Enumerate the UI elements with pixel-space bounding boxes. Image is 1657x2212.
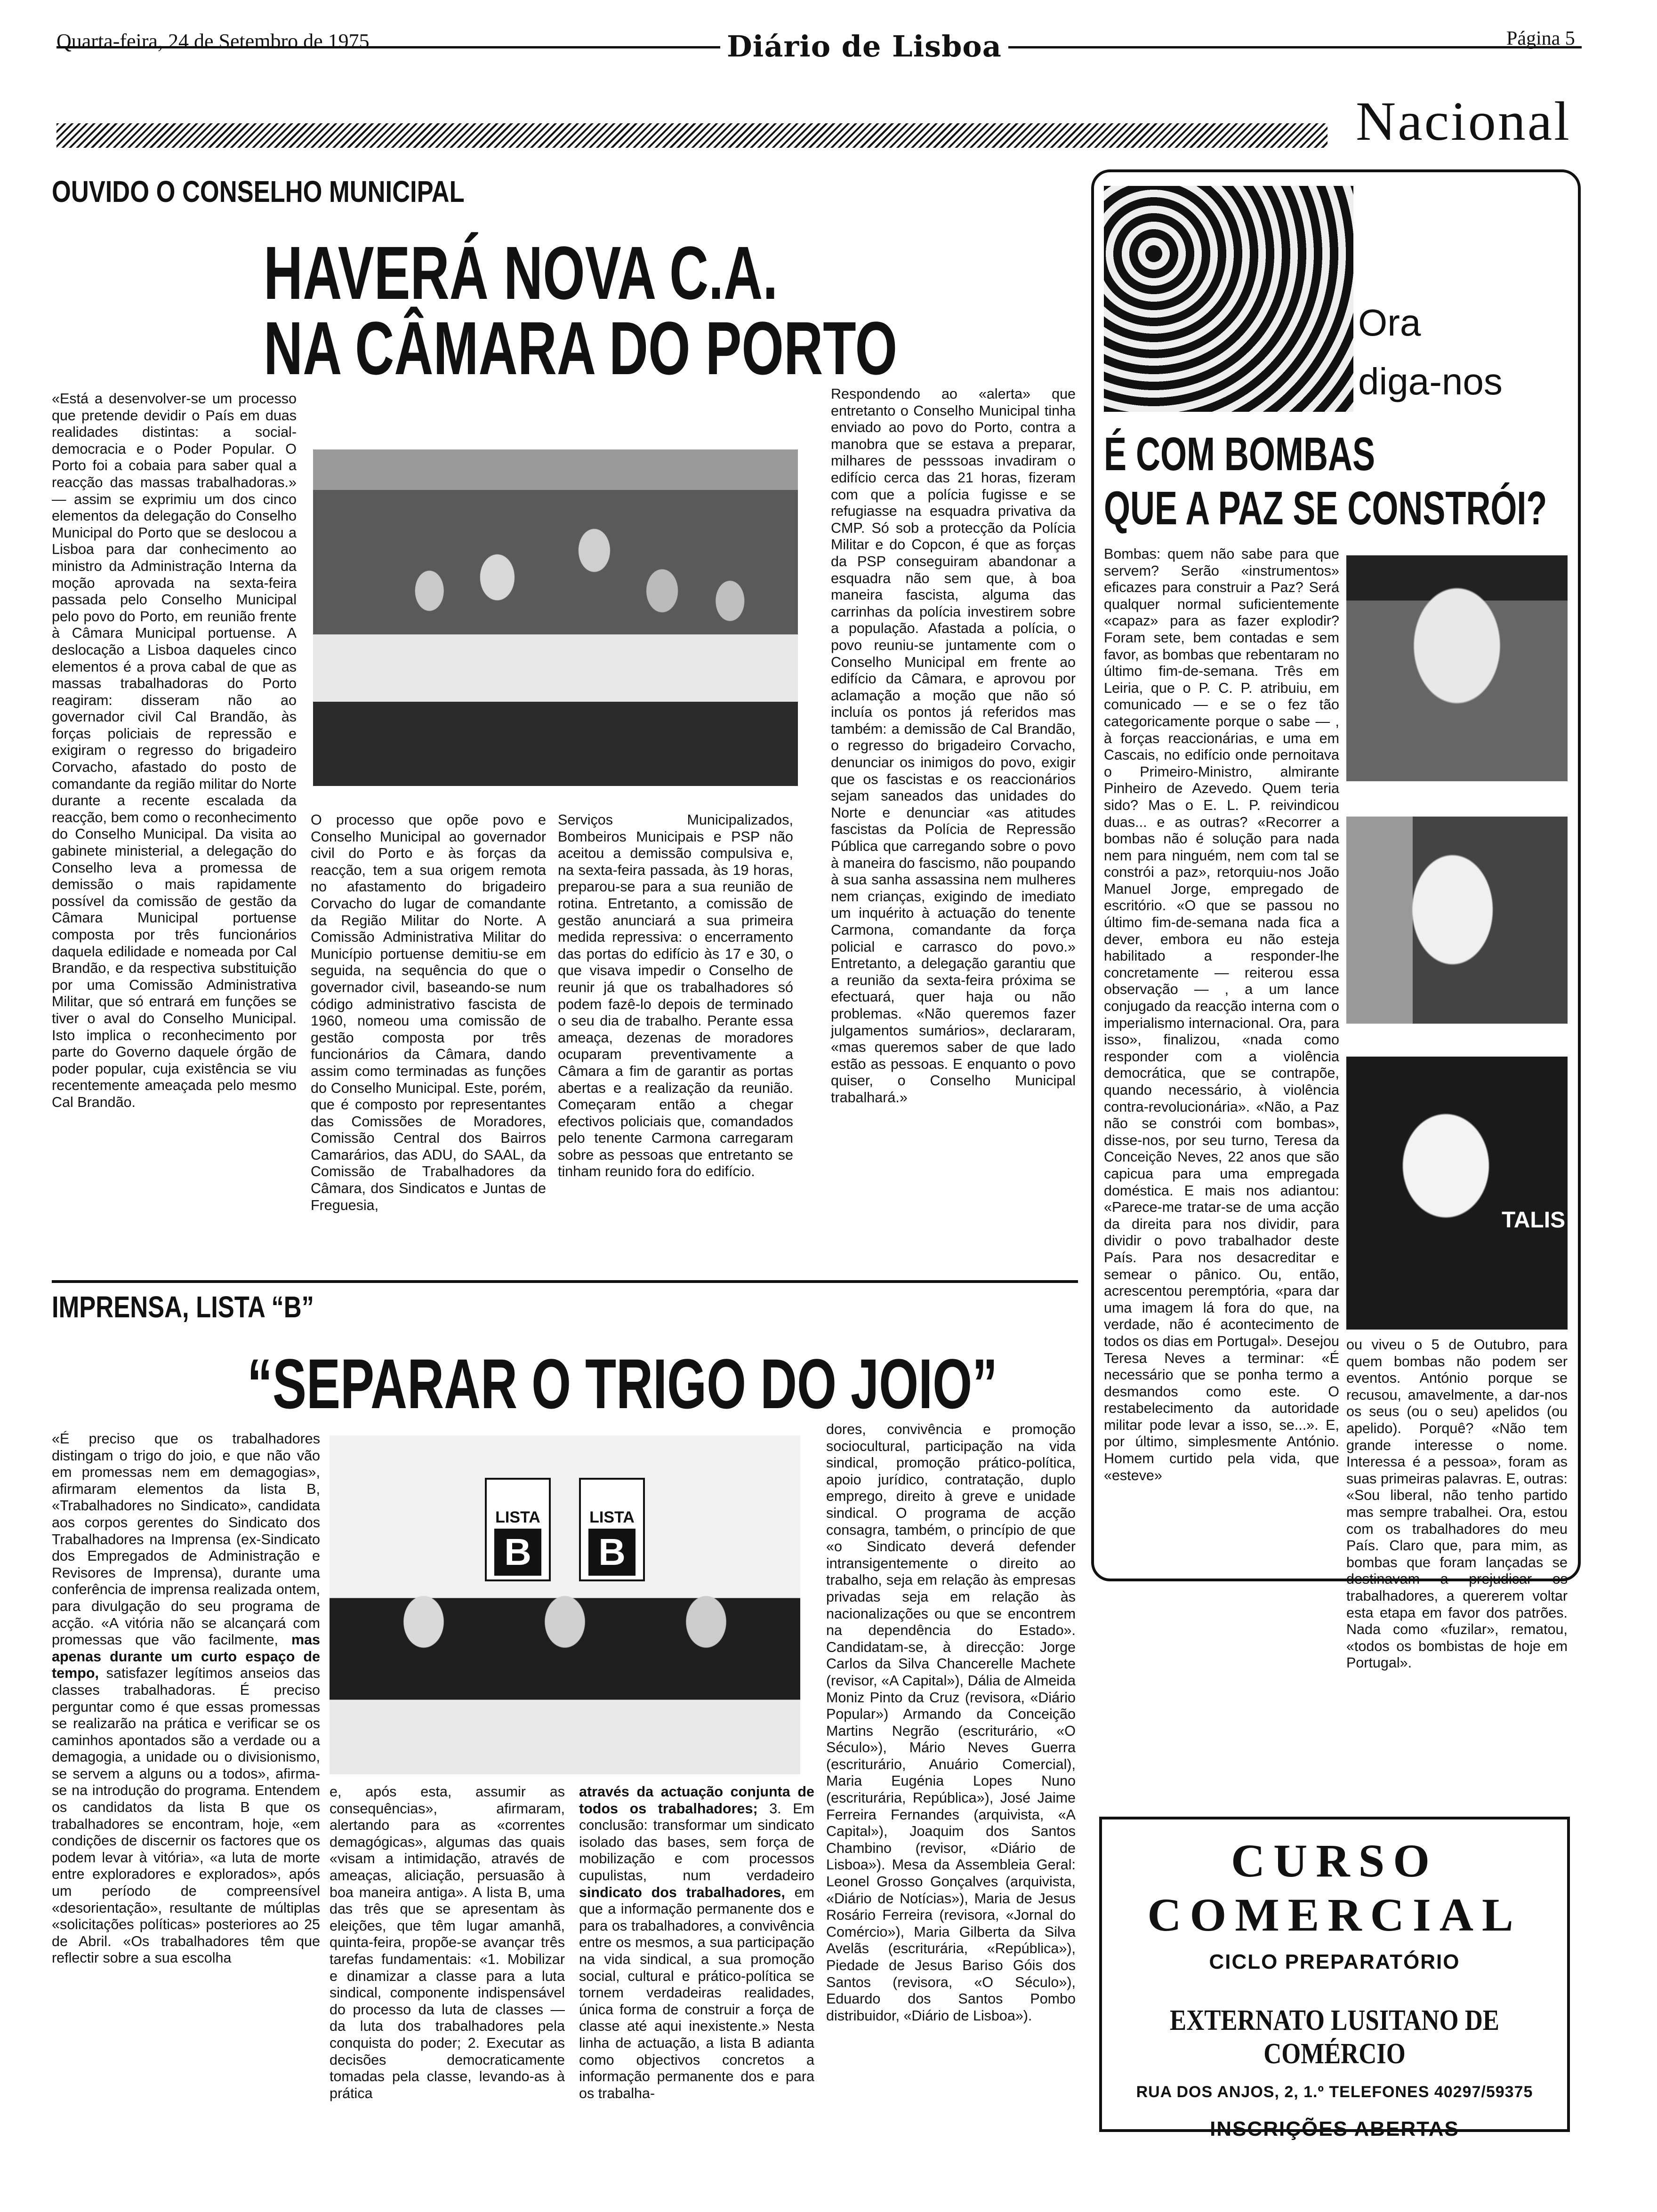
sidebar-crowd-photo	[1104, 186, 1353, 412]
ad-line-curso: CURSO	[1231, 1835, 1439, 1887]
sidebar-portrait-antonio	[1346, 1057, 1568, 1330]
article2-press-conference-photo	[330, 1435, 800, 1774]
article2-col3-bold-1: através da actuação conjunta de todos os trabalhadores;	[579, 1784, 814, 1817]
article2-col3-bold-2: sindicato dos trabalhadores,	[579, 1884, 785, 1900]
photo-sign-text: TALIS	[1502, 1208, 1566, 1233]
sidebar-portrait-joao	[1346, 555, 1568, 781]
lista-sign-letter: B	[588, 1529, 635, 1576]
sidebar-portrait-teresa	[1346, 817, 1568, 1024]
lista-b-sign-left	[485, 1478, 551, 1581]
article2-col3-text-b: em que a informação permanente dos e para os trabalhadores, a convivência entre os mesmos, a sua participação na vida sindical, a sua promoção social, cultural e prático-política se tornem verdadeiras realidades, única forma de construir a força de classe até aqui inexistente.» Nesta linha de actuação, a lista B adianta como objectivos concretos a informação permanente dos e para os trabalha-	[579, 1884, 814, 2101]
lista-b-sign-right	[579, 1478, 645, 1581]
article1-column-4: Respondendo ao «alerta» que entretanto o Conselho Municipal tinha enviado ao povo do Porto, contra a manobra que se estava a preparar, milhares de pesssoas invadiram o edifício cerca das 21 horas, fizeram com que a polícia fugisse e se refugiasse na esquadra privativa da CMP. Só sob a protecção da Polícia Militar e do Copcon, é que as forças da PSP conseguiram abandonar a esquadra não sem que, à boa maneira fascista, alguma das carrinhas da polícia investirem sobre a população. Afastada a polícia, o povo reuniu-se juntamente com o Conselho Municipal em frente ao edifício da Câmara, e aprovou por aclamação a moção que não só incluía os pontos já referidos mas também: a demissão de Cal Brandão, o regresso do brigadeiro Corvacho, denunciar os inimigos do povo, exigir que os fascistas e os reaccionários sejam saneados das unidades do Norte e denunciar «as atitudes fascistas da Polícia de Repressão Pública que carregando sobre o povo à maneira do fascismo, não poupando à sua sanha assassina nem mulheres nem crianças, exigindo de imediato um inquérito à actuação do tenente Carmona, comandante da força policial e carrasco do povo.» Entretanto, a delegação garantiu que a reunião da sexta-feira próxima se efectuará, quer haja ou não problemas. «Não queremos fazer julgamentos sumários», declararam, «mas queremos saber de que lado estão as pessoas. E enquanto o povo quiser, o Conselho Municipal trabalhará.»	[831, 386, 1076, 1106]
lista-sign-label: LISTA	[589, 1508, 635, 1526]
article2-kicker: IMPRENSA, LISTA “B”	[52, 1290, 314, 1324]
ad-line-comercial: COMERCIAL	[1147, 1889, 1522, 1941]
issue-date: Quarta-feira, 24 de Setembro de 1975	[56, 30, 370, 53]
article1-headline-line2: NA CÂMARA DO PORTO	[264, 306, 898, 390]
article2-column-1	[52, 1431, 320, 2193]
article1-headline-line1: HAVERÁ NOVA C.A.	[264, 231, 778, 315]
ad-line-externato: EXTERNATO LUSITANO DE COMÉRCIO	[1170, 2004, 1499, 2070]
article1-kicker: OUVIDO O CONSELHO MUNICIPAL	[52, 175, 465, 208]
page-number: Página 5	[1506, 28, 1575, 49]
sidebar-column-2: ou viveu o 5 de Outubro, para quem bombas não podem ser eventos. António porque se recusou, amavelmente, a dar-nos os seus (ou o seu) apelidos (ou apelido). Porquê? «Não tem grande interesse o nome. Interessa é a pessoa», foram as suas primeiras palavras. E, outras: «Sou liberal, não tenho partido mas sempre trabalhei. Ora, estou com os trabalhadores do meu País. Claro que, para mim, as bombas que foram lançadas se destinavam a prejudicar os trabalhadores, a quererem voltar esta etapa em favor dos patrões. Nada como «fuzilar», rematou, «todos os bombistas de hoje em Portugal».	[1346, 1337, 1568, 1671]
sidebar-headline-line2: QUE A PAZ SE CONSTRÓI?	[1104, 482, 1547, 535]
article2-column-3	[579, 1784, 814, 2193]
article1-column-2: O processo que opõe povo e Conselho Municipal ao governador civil do Porto e às forças da reacção, tem a sua origem remota no afastamento do brigadeiro Corvacho do lugar de comandante da Região Militar do Norte. A Comissão Administrativa Militar do Município portuense demitiu-se em seguida, na sequência do que o governador civil, baseando-se num código administrativo fascista de 1960, nomeou uma comissão de gestão composta por três funcionários da Câmara, dando assim como terminadas as funções do Conselho Municipal. Este, porém, que é composto por representantes das Comissões de Moradores, Comissão Central dos Bairros Camarários, das ADU, do SAAL, da Comissão de Trabalhadores da Câmara, dos Sindicatos e Juntas de Freguesia,	[311, 812, 546, 1213]
article2-column-2: e, após esta, assumir as consequências», afirmaram, alertando para as «correntes demagógicas», algumas das quais «visam a intimidação, através de ameaças, aliciação, persuasão à boa maneira antiga». A lista B, uma das três que se apresentam às eleições, que têm lugar amanhã, quinta-feira, propõe-se avançar três tarefas fundamentais: «1. Mobilizar e dinamizar a classe para a luta sindical, componente indispensável do processo da luta de classes — da luta dos trabalhadores pela conquista do poder; 2. Executar as decisões democraticamente tomadas pela classe, levando-as à prática	[330, 1784, 565, 2101]
article2-column-4: dores, convivência e promoção sociocultural, participação na vida sindical, promoção prático-política, apoio jurídico, contratação, duplo emprego, direito à greve e unidade sindical. O programa de acção consagra, também, o princípio de que «o Sindicato deverá defender intransigentemente o direito ao trabalho, seja em relação às empresas privadas seja em relação às nacionalizações ou que se encontrem na dependência do Estado». Candidatam-se, à direcção: Jorge Carlos da Silva Chancerelle Machete (revisor, «A Capital»), Dália de Almeida Moniz Pinto da Cruz (revisora, «Diário Popular») Armando da Conceição Martins Negrão (escriturário, «O Século»), Mário Neves Guerra (escriturário, Anuário Comercial), Maria Eugénia Lopes Nuno (escriturária, República»), José Jaime Ferreira Fernandes (arquivista, «A Capital»), Joaquim dos Santos Chambino (revisor, «Diário de Lisboa»). Mesa da Assembleia Geral: Leonel Grosso Gonçalves (arquivista, «Diário de Notícias»), Maria de Jesus Rosário Ferreira (revisora, «Jornal do Comércio»), Maria Gilberta da Silva Avelãs (escriturária, «República»), Piedade de Jesus Bariso Góis dos Santos (revisora, «O Século»), Eduardo dos Santos Pombo distribuidor, «Diário de Lisboa»).	[826, 1421, 1076, 2024]
article2-col3-text-a: 3. Em conclusão: transformar um sindicato isolado das bases, sem força de mobilização e com processos cupulistas, num verdadeiro	[579, 1800, 814, 1883]
article2-col1-text-a: «É preciso que os trabalhadores distingam o trigo do joio, e que não vão em promessas nem em demagogias», afirmaram elementos da lista B, «Trabalhadores no Sindicato», candidata aos corpos gerentes do Sindicato dos Trabalhadores na Imprensa (ex-Sindicato dos Empregados de Administração e Revisores de Imprensa), durante uma conferência de imprensa realizada ontem, para divulgação do seu programa de acção. «A vitória não se alcançará com promessas que vão facilmente,	[52, 1431, 320, 1648]
article2-col1-bold: mas apenas durante um curto espaço de tempo,	[52, 1632, 320, 1682]
article1-meeting-photo	[313, 449, 798, 786]
ad-line-ciclo: CICLO PREPARATÓRIO	[1209, 1950, 1460, 1973]
section-title: Nacional	[1356, 90, 1571, 152]
advertisement-box	[1099, 1817, 1570, 2140]
section-hatch-band	[56, 123, 1327, 148]
sidebar-headline-line1: É COM BOMBAS	[1104, 428, 1375, 481]
sidebar-column-1: Bombas: quem não sabe para que servem? Serão «instrumentos» eficazes para construir a Paz? Será qualquer normal suficientemente «capaz» para as fazer explodir? Foram sete, bem contadas e sem favor, as bombas que rebentaram no último fim-de-semana. Três em Leiria, que o P. C. P. atribuiu, em comunicado — e se o fez tão categoricamente porque o sabe — , à forças reaccionárias, e uma em Cascais, no edifício onde pernoitava o Primeiro-Ministro, almirante Pinheiro de Azevedo. Quem teria sido? Mas o E. L. P. reivindicou duas... e as outras? «Recorrer a bombas não é solução para nada nem para ninguém, nem com tal se constrói a paz», retorquiu-nos João Manuel Jorge, empregado de escritório. «O que se passou no último fim-de-semana nada fica a dever, embora eu não esteja habilitado a responder-lhe concretamente — reiterou essa observação — , a um lance conjugado da reacção interna com o imperialismo internacional. Ora, para isso», finalizou, «nada como responder com a violência democrática, que se contrapõe, quando necessário, à violência contra-revolucionária». «Não, a Paz não se constrói com bombas», disse-nos, por seu turno, Teresa da Conceição Neves, 22 anos que são capicua para uma empregada doméstica. E mais nos adiantou: «Parece-me tratar-se de uma acção da direita para nos dividir, para dividir o povo trabalhador deste País. Para nos desacreditar e semear o pânico. Ou, então, acrescentou peremptória, «para dar uma imagem lá fora do que, na verdade, não é acontecimento de todos os dias em Portugal». Desejou Teresa Neves a terminar: «É necessário que se ponha termo a desmandos como este. O restabelecimento da autoridade militar pode levar a isso, se...». E, por último, simplesmente António. Homem curtido pela vida, que «esteve»	[1104, 546, 1339, 1483]
article1-column-1: «Está a desenvolver-se um processo que pretende devidir o País em duas realidades distintas: a social-democracia e o Poder Popular. O Porto foi a cobaia para saber qual a reacção das massas trabalhadoras.» — assim se exprimiu um dos cinco elementos da delegação do Conselho Municipal do Porto que se deslocou a Lisboa para dar conhecimento ao ministro da Administração Interna da moção aprovada na sexta-feira passada pelo Conselho Municipal pelo povo do Porto, em reunião frente à Câmara Municipal portuense. A deslocação a Lisboa daqueles cinco elementos é a prova cabal de que as massas trabalhadoras do Porto reagiram: disseram não ao governador civil Cal Brandão, às forças policiais de repressão e exigiram o regresso do brigadeiro Corvacho, afastado do posto de comandante da região militar do Norte durante a recente escalada da reacção, bem como o reconhecimento do Conselho Municipal. Da visita ao gabinete ministerial, a delegação do Conselho leva a promessa de demissão o mais rapidamente possível da comissão de gestão da Câmara Municipal portuense composta por três funcionários daquela edilidade e nomeada por Cal Brandão, e da respectiva substituição por uma Comissão Administrativa Militar, que só entrará em funções se tiver o aval do Conselho Municipal. Isto implica o reconhecimento por parte do Governo daquele órgão de poder popular, cuja existência se viu recentemente ameaçada pelo mesmo Cal Brandão.	[52, 391, 297, 1110]
lista-sign-letter: B	[494, 1529, 541, 1576]
article-separator	[52, 1280, 1078, 1283]
ad-line-inscricoes: — INSCRIÇÕES ABERTAS —	[1181, 2117, 1488, 2140]
article2-col1-text-b: satisfazer legítimos anseios das classes trabalhadoras. É preciso perguntar como é que essas promessas se realizarão na prática e verificar se os caminhos apontados são a verdade ou a demagogia, a unidade ou o divisionismo, se servem a alguns ou a todos», afirma-se na introdução do programa. Entendem os candidatos da lista B que os trabalhadores se encontram, hoje, «em condições de discernir os factores que os podem levar à vitória», «a luta de morte entre exploradores e explorados», após um período de compreensível «desorientação», resultante de múltiplas «solicitações políticas» posteriores ao 25 de Abril. «Os trabalhadores têm que reflectir sobre a sua escolha	[52, 1665, 320, 1966]
sidebar-teaser-line1: Ora	[1358, 302, 1421, 344]
article1-column-3: Serviços Municipalizados, Bombeiros Municipais e PSP não aceitou a demissão compulsiva e, na sexta-feira passada, às 19 horas, preparou-se para a sua reunião de rotina. Entretanto, a comissão de gestão anunciará a sua primeira medida repressiva: o encerramento das portas do edifício às 17 e 30, o que visava impedir o Conselho de reunir já que os trabalhadores só podem fazê-lo depois de terminado o seu dia de trabalho. Perante essa ameaça, dezenas de moradores ocuparam preventivamente a Câmara a fim de garantir as portas abertas e a realização da reunião. Começaram então a chegar efectivos policiais que, comandados pelo tenente Carmona carregaram sobre as pessoas que entretanto se tinham reunido fora do edifício.	[558, 812, 793, 1180]
ad-line-address: RUA DOS ANJOS, 2, 1.º TELEFONES 40297/59375	[1136, 2083, 1533, 2101]
sidebar-teaser-line2: diga-nos	[1358, 361, 1503, 402]
article2-headline: “SEPARAR O TRIGO DO JOIO”	[247, 1344, 998, 1423]
newspaper-name: Diário de Lisboa	[720, 29, 1008, 64]
lista-sign-label: LISTA	[495, 1508, 540, 1526]
